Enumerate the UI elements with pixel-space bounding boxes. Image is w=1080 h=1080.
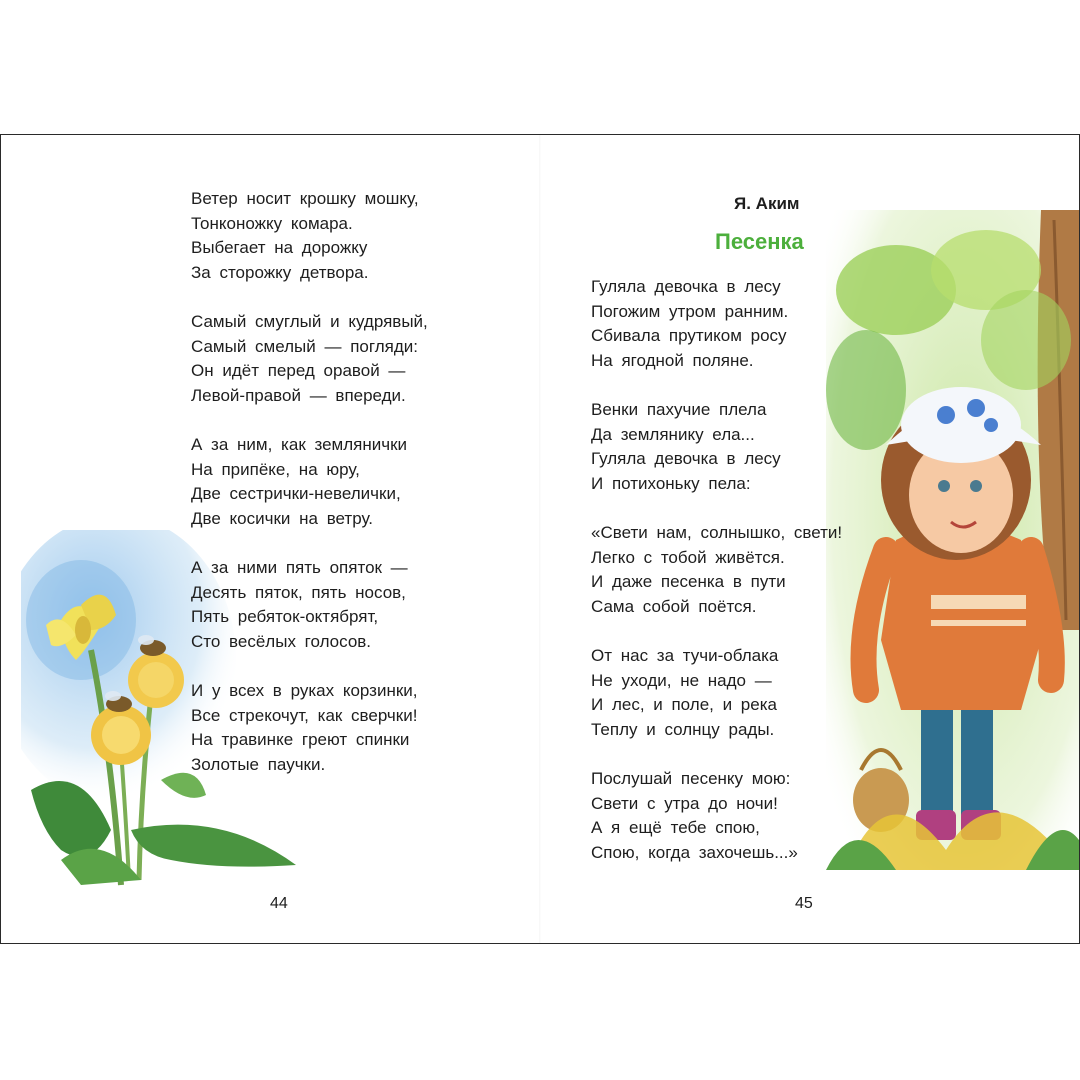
page-number-left: 44	[270, 895, 288, 912]
page-number-right: 45	[795, 895, 813, 912]
poem-line: Спою, когда захочешь...»	[591, 842, 798, 862]
poem-line: А за ним, как землянички	[191, 435, 408, 454]
poem-line: Теплу и солнцу рады.	[591, 719, 775, 739]
poem-line: Десять пяток, пять носов,	[191, 582, 406, 602]
poem-line: Две сестрички-невелички,	[191, 484, 401, 503]
poem-line: Самый смуглый и кудрявый,	[191, 312, 428, 331]
right-poem	[591, 275, 842, 890]
poem-line: Гуляла девочка в лесу	[591, 449, 781, 468]
poem-line: А за ними пять опяток —	[191, 558, 408, 577]
stanza	[591, 521, 842, 619]
poem-line: И лес, и поле, и река	[591, 695, 777, 714]
poem-line: И даже песенка в пути	[591, 572, 786, 591]
poem-line: Пять ребяток-октябрят,	[191, 607, 379, 626]
poem-line: Послушай песенку мою:	[591, 769, 791, 788]
stanza	[191, 187, 428, 285]
poem-line: И потихоньку пела:	[591, 473, 751, 493]
poem-line: От нас за тучи-облака	[591, 646, 779, 665]
poem-line: Сто весёлых голосов.	[191, 631, 372, 651]
poem-line: Гуляла девочка в лесу	[591, 277, 781, 296]
poem-line: «Свети нам, солнышко, свети!	[591, 523, 843, 542]
poem-line: Он идёт перед оравой —	[191, 361, 406, 380]
poem-line: Да землянику ела...	[591, 424, 755, 444]
poem-line: Левой-правой — впереди.	[191, 385, 406, 405]
poem-line: На травинке греют спинки	[191, 730, 410, 749]
stanza	[191, 679, 428, 777]
poem-line: На припёке, на юру,	[191, 459, 360, 479]
book-spread	[0, 134, 1080, 944]
stanza	[591, 398, 842, 496]
poem-line: Сбивала прутиком росу	[591, 326, 787, 345]
poem-line: Самый смелый — погляди:	[191, 336, 418, 356]
poem-line: Выбегает на дорожку	[191, 238, 368, 257]
stanza	[191, 556, 428, 654]
poem-line: Не уходи, не надо —	[591, 670, 772, 690]
poem-title: Песенка	[715, 229, 804, 254]
girl-in-forest-illustration	[826, 210, 1079, 870]
poem-line: Венки пахучие плела	[591, 400, 767, 419]
stanza	[591, 644, 842, 742]
poem-line: Золотые паучки.	[191, 754, 326, 774]
poem-line: Все стрекочут, как сверчки!	[191, 705, 418, 725]
stanza	[591, 767, 842, 865]
stanza	[591, 275, 842, 373]
poem-line: Две косички на ветру.	[191, 508, 373, 528]
poem-line: Ветер носит крошку мошку,	[191, 189, 419, 208]
stanza	[191, 433, 428, 531]
poem-line: На ягодной поляне.	[591, 350, 754, 370]
poem-line: Свети с утра до ночи!	[591, 793, 778, 813]
poem-line: И у всех в руках корзинки,	[191, 681, 418, 700]
left-poem	[191, 187, 428, 802]
poem-line: Погожим утром ранним.	[591, 301, 789, 321]
poem-author: Я. Аким	[734, 194, 800, 213]
book-gutter	[539, 135, 541, 943]
poem-line: Сама собой поётся.	[591, 596, 757, 616]
poem-line: А я ещё тебе спою,	[591, 818, 760, 837]
poem-line: Тонконожку комара.	[191, 213, 353, 233]
stanza	[191, 310, 428, 408]
poem-line: За сторожку детвора.	[191, 262, 369, 282]
poem-line: Легко с тобой живётся.	[591, 547, 785, 567]
